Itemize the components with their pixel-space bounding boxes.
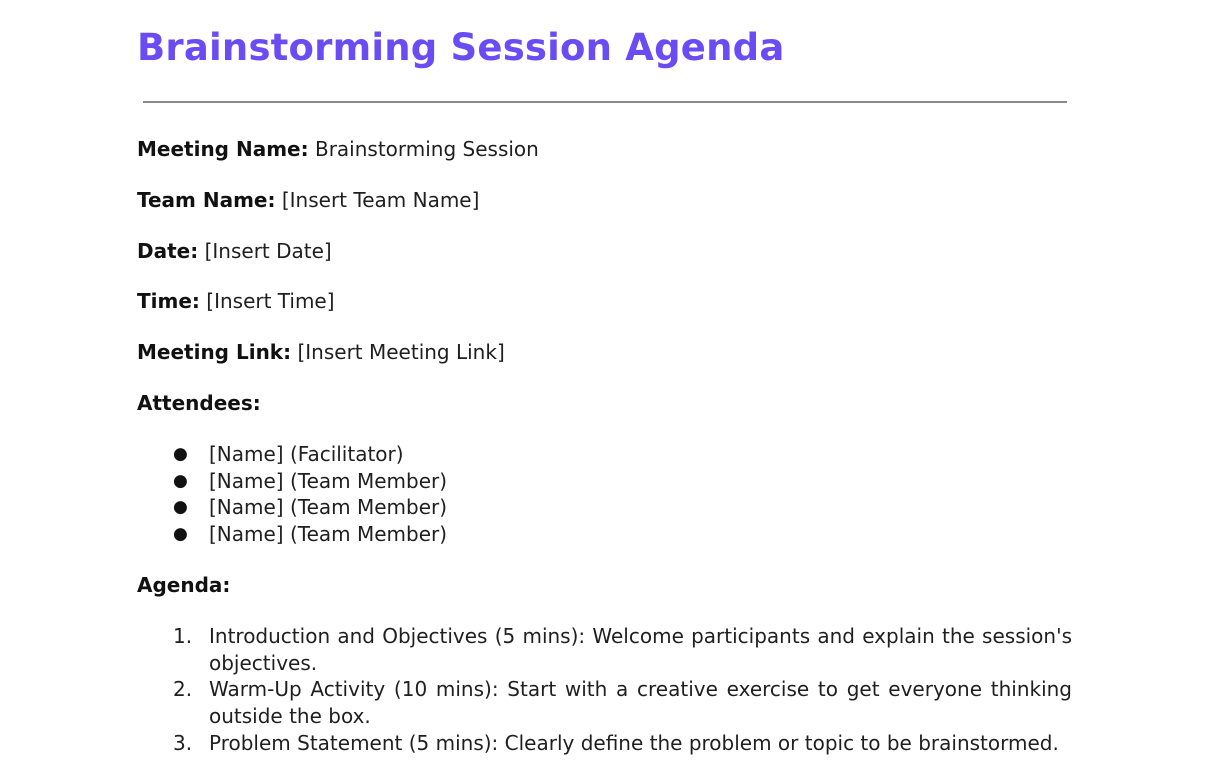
attendee-text: [Name] (Team Member) — [209, 468, 448, 493]
field-label: Time: — [137, 289, 200, 313]
item-number: 2. — [173, 677, 193, 702]
field-label: Meeting Link: — [137, 340, 292, 364]
meeting-link-field — [137, 339, 505, 365]
list-item — [137, 468, 447, 495]
list-item — [137, 441, 447, 468]
bullet-icon: ● — [173, 497, 188, 518]
attendees-heading: Attendees: — [137, 391, 261, 415]
title-divider — [143, 101, 1067, 103]
agenda-list — [137, 623, 1072, 757]
meeting-name-field — [137, 136, 539, 162]
bullet-icon: ● — [173, 444, 188, 464]
list-item — [137, 494, 447, 521]
bullet-icon: ● — [173, 524, 188, 545]
page-title: Brainstorming Session Agenda — [137, 26, 785, 69]
list-item — [137, 676, 1072, 729]
field-value: [Insert Date] — [204, 239, 332, 263]
field-value: [Insert Team Name] — [281, 188, 480, 212]
field-value: [Insert Meeting Link] — [297, 340, 505, 364]
agenda-heading: Agenda: — [137, 573, 231, 597]
date-field — [137, 238, 332, 264]
field-label: Date: — [137, 239, 199, 263]
attendee-text: [Name] (Facilitator) — [209, 442, 404, 466]
list-item — [137, 521, 447, 548]
field-value: [Insert Time] — [206, 289, 335, 313]
attendees-list — [137, 441, 447, 548]
item-number: 1. — [173, 624, 193, 648]
bullet-icon: ● — [173, 470, 188, 491]
item-number: 3. — [173, 730, 193, 755]
time-field — [137, 288, 335, 314]
agenda-item-text: Introduction and Objectives (5 mins): Welcome participants and explain the session's objectives. — [209, 624, 1072, 675]
agenda-item-text: Warm-Up Activity (10 mins): Start with a creative exercise to get everyone thinking outside the box. — [209, 677, 1072, 729]
attendee-text: [Name] (Team Member) — [209, 522, 448, 547]
team-name-field — [137, 187, 479, 213]
attendee-text: [Name] (Team Member) — [209, 495, 448, 520]
field-label: Team Name: — [137, 188, 276, 212]
field-value: Brainstorming Session — [314, 137, 539, 161]
agenda-item-text: Problem Statement (5 mins): Clearly define the problem or topic to be brainstormed. — [209, 730, 1059, 755]
list-item — [137, 623, 1072, 676]
list-item — [137, 730, 1072, 757]
field-label: Meeting Name: — [137, 137, 309, 161]
